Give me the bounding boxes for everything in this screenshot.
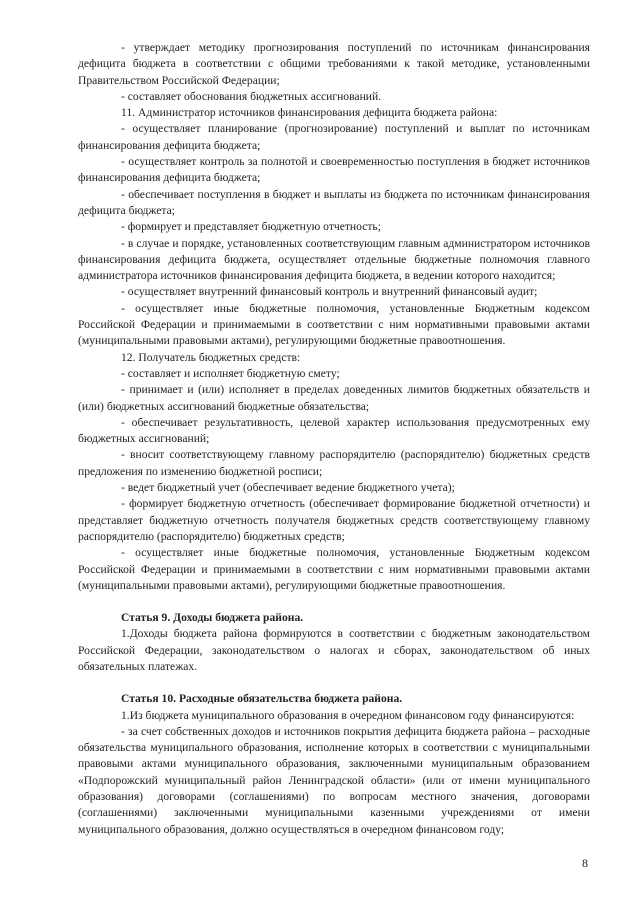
- paragraph: - утверждает методику прогнозирования поступлений по источникам финансирования дефицита бюджета в соответствии с общими требованиями к такой методике, установленными Правительством Российской Федерации;: [78, 41, 590, 87]
- paragraph: - обеспечивает поступления в бюджет и выплаты из бюджета по источникам финансирования дефицита бюджета;: [78, 187, 590, 217]
- article-9: [78, 610, 590, 675]
- paragraph: - формирует и представляет бюджетную отчетность;: [121, 220, 381, 234]
- article-10-title: Статья 10. Расходные обязательства бюджета района.: [121, 692, 403, 706]
- paragraph: - составляет обоснования бюджетных ассигнований.: [121, 89, 382, 103]
- paragraph: - осуществляет контроль за полнотой и своевременностью поступления в бюджет источников финансирования дефицита бюджета;: [78, 155, 590, 185]
- paragraph: - осуществляет внутренний финансовый контроль и внутренний финансовый аудит;: [121, 285, 538, 299]
- paragraph: - формирует бюджетную отчетность (обеспечивает формирование бюджетной отчетности) и представляет бюджетную отчетность получателя бюджетных средств соответствующему главному распорядителю (распорядителю) бюджетных средств;: [78, 497, 590, 543]
- paragraph: - принимает и (или) исполняет в пределах доведенных лимитов бюджетных обязательств и (или) бюджетных ассигнований бюджетные обязательства;: [78, 383, 590, 413]
- paragraph: 1.Из бюджета муниципального образования в очередном финансовом году финансируются:: [121, 708, 575, 722]
- top-section: [78, 40, 590, 594]
- section-gap: [78, 675, 590, 691]
- paragraph: - в случае и порядке, установленных соответствующим главным администратором источников финансирования дефицита бюджета, осуществляет отдельные бюджетные полномочия главного администратора источников финансирования дефицита бюджета, в ведении которого находится;: [78, 236, 590, 283]
- paragraph: - обеспечивает результативность, целевой характер использования предусмотренных ему бюджетных ассигнований;: [78, 415, 590, 446]
- paragraph: - за счет собственных доходов и источников покрытия дефицита бюджета района – расходные обязательства муниципального образования, исполнение которых в соответствии с муниципальными правовыми актами муниципального образования, заключенными муниципальным образованием «Подпорожский муниципальный район Ленинградской области» (или от имени муниципального образования) договорами (соглашениями) по вопросам местного значения, договорами (соглашениями) заключенными муниципальными казенными учреждениями от имени муниципального образования, должно осуществляться в очередном финансовом году;: [78, 724, 590, 836]
- article-10: [78, 691, 590, 838]
- section-gap: [78, 594, 590, 610]
- paragraph: - ведет бюджетный учет (обеспечивает ведение бюджетного учета);: [121, 481, 455, 495]
- paragraph: 11. Администратор источников финансирования дефицита бюджета района:: [121, 106, 498, 120]
- paragraph: - составляет и исполняет бюджетную смету;: [121, 366, 340, 380]
- article-9-title: Статья 9. Доходы бюджета района.: [121, 611, 304, 625]
- page-number: 8: [582, 856, 588, 870]
- paragraph: - вносит соответствующему главному распорядителю (распорядителю) бюджетных средств предложения по изменению бюджетной росписи;: [78, 448, 590, 478]
- paragraph: 12. Получатель бюджетных средств:: [121, 350, 301, 364]
- paragraph: - осуществляет иные бюджетные полномочия, установленные Бюджетным кодексом Российской Федерации и принимаемыми в соответствии с ним нормативными правовыми актами (муниципальными правовыми актами), регулирующими бюджетные правоотношения.: [78, 301, 590, 348]
- paragraph: - осуществляет планирование (прогнозирование) поступлений и выплат по источникам финансирования дефицита бюджета;: [78, 122, 590, 152]
- paragraph: - осуществляет иные бюджетные полномочия, установленные Бюджетным кодексом Российской Федерации и принимаемыми в соответствии с ним нормативными правовыми актами (муниципальными правовыми актами), регулирующими бюджетные правоотношения.: [78, 546, 590, 592]
- article-9-text: 1.Доходы бюджета района формируются в соответствии с бюджетным законодательством Российской Федерации, законодательством о налогах и сборах, законодательством об иных обязательных платежах.: [78, 627, 590, 673]
